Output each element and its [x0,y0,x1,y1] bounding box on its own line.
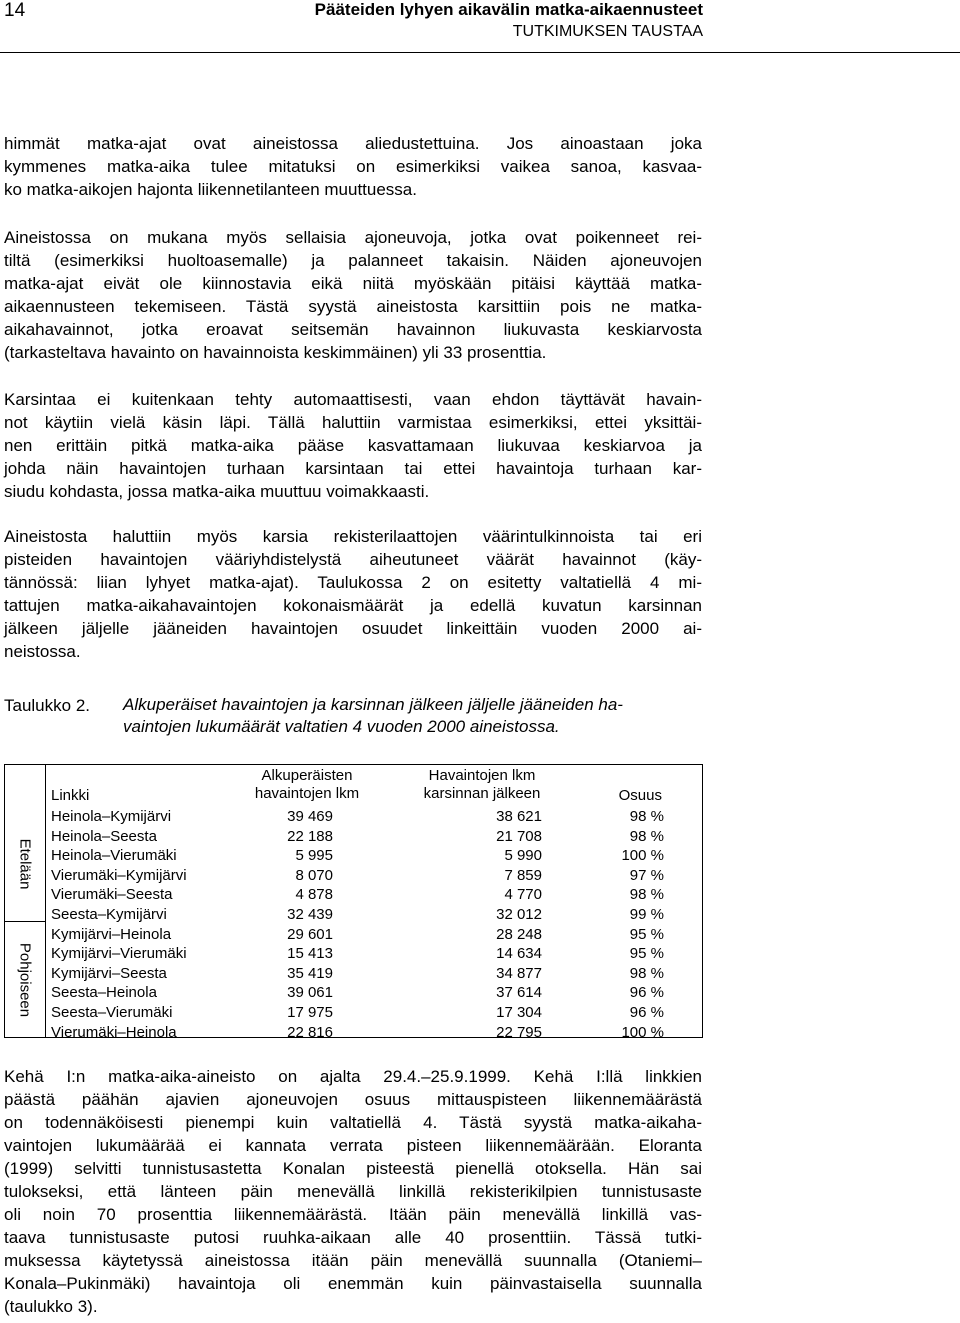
table-row [5,1023,704,1043]
table-caption-text [123,694,703,738]
cell-link: Vierumäki–Kymijärvi [51,866,187,884]
text-line: Aineistosta haluttiin myös karsia rekisterilaattojen väärintulkinnoista tai eri [4,527,702,546]
cell-original-count: 22 188 [287,827,333,845]
cell-link: Heinola–Vierumäki [51,847,177,865]
table-row [5,925,704,945]
text-line: kymmenes matka-aika tulee mitatuksi on esimerkiksi vaikea sanoa, kasvaa- [4,157,702,176]
text-line: siudu kohdasta, jossa matka-aika muuttuu voimakkaasti. [4,482,430,501]
table-caption-label: Taulukko 2. [4,696,90,715]
caption-line: Alkuperäiset havaintojen ja karsinnan jälkeen jäljelle jääneiden ha- [123,695,623,714]
cell-after-count: 4 770 [504,886,542,904]
running-title: Pääteiden lyhyen aikavälin matka-aikaennusteet [314,0,703,19]
group-label: Etelään [16,838,34,890]
cell-after-count: 32 012 [496,906,542,923]
text-line: on todennäköisesti pienempi kuin valtatiellä 4. Tästä syystä matka-aikaha- [4,1113,702,1132]
cell-share: 95 % [629,945,664,963]
table-row [5,944,704,964]
text-line: tännössä: liian lyhyet matka-ajat). Taulukossa 2 on esitetty valtatiellä 4 mi- [4,573,702,592]
text-line: himmät matka-ajat ovat aineistossa aliedustettuina. Jos ainoastaan joka [4,134,702,153]
text-line: nen erittäin pitkä matka-aika pääse kasvattamaan liukuvaa keskiarvoa ja [4,436,702,455]
table-row [5,827,704,847]
table-row [5,964,704,984]
cell-original-count: 35 419 [287,964,333,982]
text-line: ko matka-aikojen hajonta liikennetilanteen muuttuessa. [4,180,417,199]
cell-share: 98 % [629,808,664,825]
cell-after-count: 14 634 [496,945,542,963]
paragraph [4,132,702,201]
text-line: (taulukko 3). [4,1297,98,1316]
text-line: (tarkasteltava havainto on havainnoista keskimmäinen) yli 33 prosenttia. [4,343,547,362]
cell-link: Heinola–Kymijärvi [51,808,172,825]
text-line: matka-ajat eivät ole kiinnostavia eikä niitä myöskään pitäisi käyttää matka- [4,274,702,293]
text-line: Kehä I:n matka-aika-aineisto on ajalta 29.4.–25.9.1999. Kehä I:llä linkkien [4,1067,702,1086]
cell-original-count: 8 070 [295,866,333,884]
text-line: oli noin 70 prosenttia liikennemäärästä. Itään päin menevällä linkillä vas- [4,1205,702,1224]
text-line: tulokseksi, että länteen päin menevällä linkillä rekisterikilpien tunnistusaste [4,1182,702,1201]
text-line: aikaennusteen tekemiseen. Tästä syystä aineistosta karsittiin pois ne matka- [4,297,702,316]
text-line: päästä päähän ajavien ajoneuvojen osuus mittauspisteen liikennemäärästä [4,1090,702,1109]
table-row [5,885,704,905]
table-row [5,1003,704,1023]
cell-original-count: 29 601 [287,925,333,943]
text-line: Konala–Pukinmäki) havaintoja oli enemmän kuin päinvastaisella suunnalla [4,1274,702,1293]
cell-link: Vierumäki–Heinola [51,1023,177,1041]
caption-line: vaintojen lukumäärät valtatien 4 vuoden 2000 aineistossa. [123,717,560,736]
text-line: Aineistossa on mukana myös sellaisia ajoneuvoja, jotka ovat poikenneet rei- [4,228,702,247]
cell-share: 99 % [629,906,664,923]
column-header-after: Havaintojen lkm karsinnan jälkeen [423,767,541,802]
text-line: (1999) selvitti tunnistusastetta Konalan pisteestä pienellä otoksella. Hän sai [4,1159,702,1178]
table-row [5,905,704,925]
text-line: muksessa käytetyssä aineistossa itään päin menevällä suunnalla (Otaniemi– [4,1251,702,1270]
page-number: 14 [4,0,26,21]
cell-after-count: 37 614 [496,984,542,1002]
cell-share: 100 % [621,847,664,865]
text-line: taava tunnistusaste putosi ruuhka-aikaan alle 40 prosenttiin. Tässä tutki- [4,1228,702,1247]
cell-link: Kymijärvi–Heinola [51,925,172,943]
table-row [5,983,704,1003]
data-table [4,764,703,1041]
group-label: Pohjoiseen [16,942,34,1018]
cell-original-count: 39 061 [287,984,333,1002]
table-row [5,866,704,886]
text-line: aikahavainnot, jotka eroavat seitsemän havainnon liukuvasta keskiarvosta [4,320,702,339]
table-row [5,807,704,827]
column-header-link: Linkki [51,787,90,804]
cell-link: Kymijärvi–Seesta [51,964,167,982]
cell-link: Seesta–Kymijärvi [51,906,167,923]
cell-share: 96 % [629,984,664,1002]
cell-link: Seesta–Heinola [51,984,157,1002]
cell-original-count: 22 816 [287,1023,333,1041]
cell-original-count: 15 413 [287,945,333,963]
cell-after-count: 34 877 [496,964,542,982]
text-line: tiltä (esimerkiksi huoltoasemalle) ja palanneet takaisin. Näiden ajoneuvojen [4,251,702,270]
text-line: jälkeen jäljelle jääneiden havaintojen osuudet linkeittäin vuoden 2000 ai- [4,619,702,638]
text-line: not käytiin vielä käsin läpi. Tällä haluttiin varmistaa esimerkiksi, ettei yksittäi- [4,413,702,432]
cell-after-count: 17 304 [496,1004,542,1021]
table-row [5,846,704,866]
cell-after-count: 22 795 [496,1023,542,1041]
cell-after-count: 21 708 [496,827,542,845]
cell-share: 96 % [629,1004,664,1021]
cell-after-count: 28 248 [496,925,542,943]
text-line: neistossa. [4,642,81,661]
text-line: pisteiden havaintojen vääriyhdistelystä aiheutuneet väärät havainnot (käy- [4,550,702,569]
cell-share: 98 % [629,964,664,982]
cell-share: 95 % [629,925,664,943]
text-line: johda näin havaintojen turhaan karsintaan tai ettei havaintoja turhaan kar- [4,459,702,478]
cell-share: 100 % [621,1023,664,1041]
cell-original-count: 5 995 [295,847,333,865]
text-line: Karsintaa ei kuitenkaan tehty automaattisesti, vaan ehdon täyttävät havain- [4,390,702,409]
cell-after-count: 38 621 [496,808,542,825]
cell-after-count: 5 990 [504,847,542,865]
text-line: vaintojen lukumäärää ei kannata verrata pisteen liikennemäärään. Eloranta [4,1136,702,1155]
cell-link: Kymijärvi–Vierumäki [51,945,187,963]
paragraph [4,388,702,503]
running-subtitle: TUTKIMUKSEN TAUSTAA [512,23,703,40]
paragraph [4,226,702,364]
paragraph [4,525,702,663]
cell-share: 98 % [629,827,664,845]
header-rule [0,52,960,53]
column-header-orig: Alkuperäisten havaintojen lkm [254,767,360,802]
cell-original-count: 4 878 [295,886,333,904]
cell-share: 98 % [629,886,664,904]
cell-link: Seesta–Vierumäki [51,1004,173,1021]
cell-share: 97 % [629,866,664,884]
column-header-share: Osuus [618,787,662,804]
text-line: tattujen matka-aikahavaintojen kokonaismäärät ja edellä kuvatun karsinnan [4,596,702,615]
cell-after-count: 7 859 [504,866,542,884]
cell-link: Heinola–Seesta [51,827,157,845]
paragraph [4,1065,702,1318]
cell-link: Vierumäki–Seesta [51,886,173,904]
cell-original-count: 17 975 [287,1004,333,1021]
cell-original-count: 39 469 [287,808,333,825]
cell-original-count: 32 439 [287,906,333,923]
